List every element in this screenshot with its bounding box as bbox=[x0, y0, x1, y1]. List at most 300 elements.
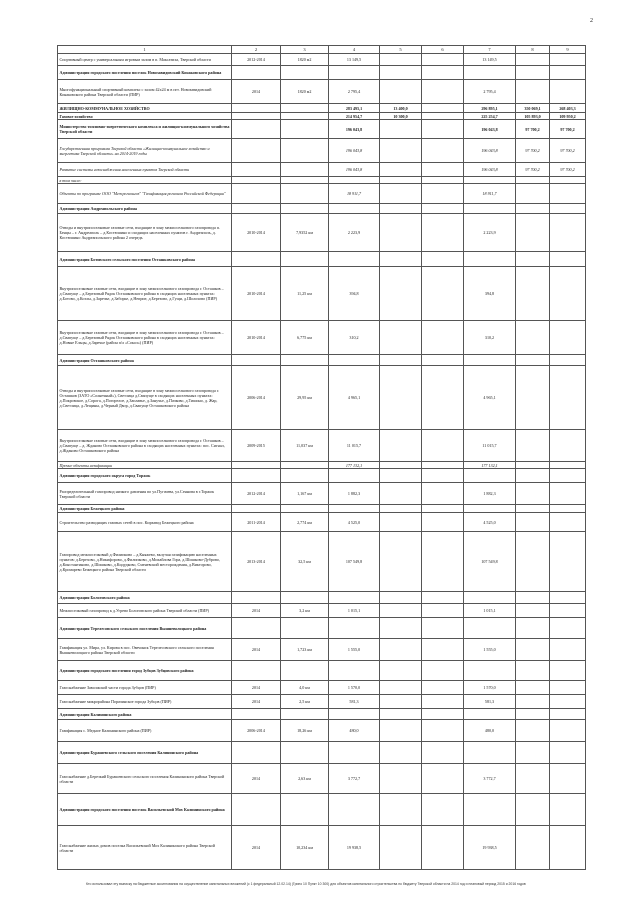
value-cell bbox=[329, 252, 380, 267]
value-cell bbox=[550, 321, 586, 355]
value-cell bbox=[232, 462, 281, 469]
table-row bbox=[58, 469, 586, 483]
column-number: 2 bbox=[232, 46, 281, 54]
value-cell bbox=[380, 204, 422, 214]
row-name-cell: Газовое хозяйство bbox=[58, 113, 232, 120]
value-cell bbox=[550, 661, 586, 681]
value-cell bbox=[516, 505, 550, 513]
value-cell bbox=[422, 139, 464, 163]
value-cell bbox=[550, 469, 586, 483]
value-cell bbox=[329, 661, 380, 681]
table-row bbox=[58, 139, 586, 163]
value-cell bbox=[550, 618, 586, 639]
value-cell bbox=[329, 177, 380, 184]
value-cell bbox=[422, 709, 464, 720]
value-cell bbox=[550, 720, 586, 742]
value-cell bbox=[516, 177, 550, 184]
value-cell: 2014 bbox=[232, 826, 281, 870]
column-number: 5 bbox=[380, 46, 422, 54]
value-cell: 196 043,8 bbox=[464, 120, 516, 139]
value-cell: 4 965,1 bbox=[329, 366, 380, 430]
value-cell bbox=[516, 794, 550, 826]
value-cell: 196 043,8 bbox=[464, 163, 516, 177]
row-name-cell: Администрация Ботовского сельского поселения Осташковского района bbox=[58, 252, 232, 267]
value-cell bbox=[281, 661, 329, 681]
value-cell bbox=[464, 618, 516, 639]
value-cell: 480,0 bbox=[329, 720, 380, 742]
value-cell bbox=[550, 177, 586, 184]
value-cell: 1,167 км bbox=[281, 483, 329, 505]
value-cell bbox=[516, 184, 550, 204]
value-cell bbox=[329, 469, 380, 483]
value-cell: 177 132,1 bbox=[464, 462, 516, 469]
table-row bbox=[58, 252, 586, 267]
value-cell bbox=[550, 695, 586, 709]
value-cell bbox=[550, 513, 586, 532]
value-cell: 3 772,7 bbox=[329, 764, 380, 794]
value-cell bbox=[422, 462, 464, 469]
value-cell bbox=[464, 66, 516, 80]
value-cell bbox=[516, 604, 550, 618]
value-cell bbox=[464, 505, 516, 513]
value-cell: 13 400,0 bbox=[380, 104, 422, 113]
value-cell bbox=[380, 513, 422, 532]
value-cell bbox=[380, 54, 422, 66]
value-cell bbox=[422, 469, 464, 483]
value-cell bbox=[232, 505, 281, 513]
value-cell: 1820 м2 bbox=[281, 80, 329, 104]
row-name-cell: Газификация ул. Мира, ул. Кирова в пос. Овечинск Терелесовского сельского поселения Вышневолоцкого района Тверской области bbox=[58, 639, 232, 661]
table-row bbox=[58, 430, 586, 462]
value-cell bbox=[516, 214, 550, 252]
value-cell: 350 069,1 bbox=[516, 104, 550, 113]
value-cell: 18 911,7 bbox=[329, 184, 380, 204]
column-number: 4 bbox=[329, 46, 380, 54]
table-row bbox=[58, 639, 586, 661]
value-cell bbox=[232, 469, 281, 483]
value-cell: 13 149,5 bbox=[329, 54, 380, 66]
value-cell bbox=[380, 604, 422, 618]
value-cell bbox=[380, 267, 422, 321]
value-cell bbox=[422, 177, 464, 184]
value-cell: 2,63 км bbox=[281, 764, 329, 794]
value-cell bbox=[516, 204, 550, 214]
column-number: 6 bbox=[422, 46, 464, 54]
value-cell bbox=[380, 177, 422, 184]
value-cell bbox=[232, 204, 281, 214]
table-row bbox=[58, 764, 586, 794]
value-cell: 4 525,0 bbox=[464, 513, 516, 532]
value-cell bbox=[232, 661, 281, 681]
row-name-cell: Администрация Бурашевского сельского поселения Калининского района bbox=[58, 742, 232, 764]
value-cell bbox=[516, 366, 550, 430]
value-cell bbox=[422, 430, 464, 462]
value-cell: 1 882,3 bbox=[464, 483, 516, 505]
value-cell bbox=[232, 252, 281, 267]
value-cell: 2009-2015 bbox=[232, 430, 281, 462]
value-cell: 310,2 bbox=[329, 321, 380, 355]
value-cell bbox=[464, 794, 516, 826]
value-cell: 177 132,1 bbox=[329, 462, 380, 469]
row-name-cell: Администрация Калининского района bbox=[58, 709, 232, 720]
row-name-cell: Газоснабжение микрорайона Порачинское города Зубцов (ПИР) bbox=[58, 695, 232, 709]
value-cell bbox=[380, 695, 422, 709]
value-cell bbox=[329, 742, 380, 764]
value-cell bbox=[550, 430, 586, 462]
value-cell: 394,8 bbox=[464, 267, 516, 321]
value-cell: 7,9352 км bbox=[281, 214, 329, 252]
value-cell: 107 549,8 bbox=[464, 532, 516, 592]
value-cell bbox=[516, 661, 550, 681]
value-cell bbox=[232, 163, 281, 177]
value-cell bbox=[516, 252, 550, 267]
value-cell bbox=[281, 184, 329, 204]
value-cell bbox=[464, 355, 516, 366]
value-cell bbox=[516, 355, 550, 366]
value-cell bbox=[550, 505, 586, 513]
value-cell bbox=[550, 709, 586, 720]
value-cell: 196 043,8 bbox=[464, 139, 516, 163]
value-cell bbox=[380, 163, 422, 177]
table-row bbox=[58, 184, 586, 204]
value-cell bbox=[422, 483, 464, 505]
table-row bbox=[58, 321, 586, 355]
table-row bbox=[58, 214, 586, 252]
value-cell bbox=[550, 54, 586, 66]
table-row bbox=[58, 794, 586, 826]
value-cell bbox=[516, 592, 550, 604]
table-row bbox=[58, 104, 586, 113]
value-cell: 2 795,4 bbox=[329, 80, 380, 104]
table-row bbox=[58, 618, 586, 639]
value-cell: 296 895,1 bbox=[464, 104, 516, 113]
row-name-cell: Администрация городского поселения поселок Новозавидовский Конаковского района bbox=[58, 66, 232, 80]
value-cell bbox=[422, 639, 464, 661]
value-cell bbox=[516, 742, 550, 764]
value-cell bbox=[329, 66, 380, 80]
value-cell: 6,775 км bbox=[281, 321, 329, 355]
value-cell bbox=[281, 204, 329, 214]
value-cell bbox=[281, 113, 329, 120]
value-cell bbox=[380, 826, 422, 870]
value-cell bbox=[422, 184, 464, 204]
table-row bbox=[58, 366, 586, 430]
value-cell: 4 525,0 bbox=[329, 513, 380, 532]
table-row bbox=[58, 113, 586, 120]
table-row bbox=[58, 532, 586, 592]
value-cell: 97 700,2 bbox=[516, 120, 550, 139]
value-cell bbox=[380, 80, 422, 104]
value-cell bbox=[281, 505, 329, 513]
value-cell bbox=[329, 618, 380, 639]
value-cell bbox=[380, 469, 422, 483]
value-cell bbox=[329, 794, 380, 826]
value-cell: 1 882,3 bbox=[329, 483, 380, 505]
value-cell: 3,2 км bbox=[281, 604, 329, 618]
value-cell bbox=[380, 742, 422, 764]
value-cell: 97 700,2 bbox=[550, 120, 586, 139]
value-cell bbox=[422, 163, 464, 177]
value-cell bbox=[550, 639, 586, 661]
value-cell: 1 555,0 bbox=[464, 639, 516, 661]
row-name-cell: Внутрипоселковые газовые сети, входящие в зону межпоселкового газопровода г. Осташков – д.Свапуще – д. Жданово Осташковского района в сходящих населенных пунктах: пос. Сигнал, д.Жданово Осташковского района bbox=[58, 430, 232, 462]
value-cell bbox=[281, 592, 329, 604]
value-cell: 10,234 км bbox=[281, 826, 329, 870]
value-cell bbox=[516, 532, 550, 592]
value-cell bbox=[516, 267, 550, 321]
value-cell bbox=[550, 184, 586, 204]
value-cell: 97 700,2 bbox=[550, 139, 586, 163]
value-cell bbox=[281, 177, 329, 184]
value-cell bbox=[232, 184, 281, 204]
value-cell bbox=[380, 639, 422, 661]
value-cell: 2,5 км bbox=[281, 695, 329, 709]
value-cell bbox=[422, 764, 464, 794]
value-cell: 196 043,8 bbox=[329, 139, 380, 163]
row-name-cell: Строительство разводящих газовых сетей в пос. Кирзавод Бежецкого района bbox=[58, 513, 232, 532]
value-cell bbox=[380, 252, 422, 267]
row-name-cell: Администрация Осташковского района bbox=[58, 355, 232, 366]
value-cell bbox=[232, 113, 281, 120]
value-cell: 32,5 км bbox=[281, 532, 329, 592]
value-cell: 2014 bbox=[232, 681, 281, 695]
value-cell: 2014 bbox=[232, 639, 281, 661]
value-cell: 1 570,0 bbox=[464, 681, 516, 695]
value-cell: 107 549,8 bbox=[329, 532, 380, 592]
table-row bbox=[58, 120, 586, 139]
column-number: 7 bbox=[464, 46, 516, 54]
value-cell bbox=[550, 604, 586, 618]
value-cell bbox=[422, 120, 464, 139]
value-cell bbox=[380, 532, 422, 592]
value-cell bbox=[516, 54, 550, 66]
value-cell bbox=[232, 709, 281, 720]
value-cell bbox=[232, 104, 281, 113]
value-cell bbox=[281, 66, 329, 80]
row-name-cell: Администрация городского поселения город Зубцов Зубцовского района bbox=[58, 661, 232, 681]
table-row bbox=[58, 66, 586, 80]
table-row bbox=[58, 505, 586, 513]
value-cell bbox=[550, 794, 586, 826]
value-cell bbox=[232, 592, 281, 604]
value-cell: 2013-2014 bbox=[232, 532, 281, 592]
column-number: 1 bbox=[58, 46, 232, 54]
table-row bbox=[58, 709, 586, 720]
value-cell: 310,2 bbox=[464, 321, 516, 355]
value-cell bbox=[550, 462, 586, 469]
value-cell bbox=[422, 66, 464, 80]
value-cell bbox=[281, 469, 329, 483]
value-cell: 268 403,3 bbox=[550, 104, 586, 113]
value-cell bbox=[464, 709, 516, 720]
value-cell bbox=[422, 592, 464, 604]
value-cell: 1 570,0 bbox=[329, 681, 380, 695]
value-cell bbox=[550, 826, 586, 870]
value-cell bbox=[550, 204, 586, 214]
column-number: 3 bbox=[281, 46, 329, 54]
value-cell: 2010-2014 bbox=[232, 214, 281, 252]
value-cell bbox=[422, 321, 464, 355]
value-cell bbox=[422, 204, 464, 214]
table-row bbox=[58, 592, 586, 604]
value-cell: 1,723 км bbox=[281, 639, 329, 661]
value-cell: 196 043,8 bbox=[329, 120, 380, 139]
value-cell bbox=[516, 826, 550, 870]
table-row bbox=[58, 267, 586, 321]
row-name-cell: Газоснабжение д.Березкий Бурашевского сельского поселения Калининского района Тверской области bbox=[58, 764, 232, 794]
value-cell bbox=[422, 681, 464, 695]
value-cell: 4 965,1 bbox=[464, 366, 516, 430]
value-cell bbox=[422, 695, 464, 709]
value-cell bbox=[422, 720, 464, 742]
row-name-cell: Прочие объекты газификации bbox=[58, 462, 232, 469]
value-cell bbox=[380, 355, 422, 366]
table-row bbox=[58, 720, 586, 742]
value-cell bbox=[232, 66, 281, 80]
value-cell: 11 015,7 bbox=[464, 430, 516, 462]
value-cell bbox=[516, 462, 550, 469]
value-cell bbox=[380, 214, 422, 252]
value-cell bbox=[281, 355, 329, 366]
row-name-cell: Отводы и внутрипоселковые газовые сети, входящие в зону межпоселкового газопровода г. Осташков (ЗАТО «Солнечный»), Светлица д.Свапуще в сходящих населенных пунктах: д.Покровское, д.Сорога, д.Погорелое, д.Заплавье, д.Занучье, д.Пачково, д.Тишино, д. Жар, д.Светлица, д.Лещины, д.Черный Двор, д.Свапуще Осташковского района bbox=[58, 366, 232, 430]
value-cell bbox=[550, 355, 586, 366]
value-cell bbox=[422, 505, 464, 513]
value-cell bbox=[422, 267, 464, 321]
table-row bbox=[58, 54, 586, 66]
value-cell bbox=[380, 462, 422, 469]
value-cell bbox=[464, 469, 516, 483]
value-cell bbox=[329, 355, 380, 366]
value-cell: 19 938,5 bbox=[464, 826, 516, 870]
value-cell bbox=[550, 214, 586, 252]
row-name-cell: Спортивный центр с универсальным игровым залом в п. Максатиха, Тверской области bbox=[58, 54, 232, 66]
value-cell bbox=[464, 661, 516, 681]
value-cell bbox=[281, 163, 329, 177]
value-cell: 11 015,7 bbox=[329, 430, 380, 462]
value-cell bbox=[516, 764, 550, 794]
value-cell: 283 495,1 bbox=[329, 104, 380, 113]
value-cell bbox=[422, 54, 464, 66]
table-row bbox=[58, 826, 586, 870]
page-number: 2 bbox=[590, 18, 593, 24]
value-cell bbox=[516, 321, 550, 355]
row-name-cell: Распределительный газопровод низкого давления по ул.Пугачева, ул.Сеннова в г.Торжок Тверской области bbox=[58, 483, 232, 505]
value-cell: 11,037 км bbox=[281, 430, 329, 462]
value-cell bbox=[380, 505, 422, 513]
row-name-cell: Администрация Терелесовского сельского поселения Вышневолоцкого района bbox=[58, 618, 232, 639]
value-cell bbox=[422, 618, 464, 639]
value-cell bbox=[281, 462, 329, 469]
value-cell bbox=[550, 764, 586, 794]
value-cell: 2014 bbox=[232, 80, 281, 104]
value-cell: 2010-2014 bbox=[232, 321, 281, 355]
table-row bbox=[58, 483, 586, 505]
value-cell bbox=[422, 113, 464, 120]
table-row bbox=[58, 513, 586, 532]
value-cell bbox=[232, 120, 281, 139]
value-cell bbox=[281, 139, 329, 163]
value-cell bbox=[550, 483, 586, 505]
value-cell bbox=[281, 709, 329, 720]
value-cell: 97 700,2 bbox=[516, 163, 550, 177]
value-cell: 2014 bbox=[232, 764, 281, 794]
value-cell bbox=[422, 355, 464, 366]
value-cell: 2006-2014 bbox=[232, 720, 281, 742]
value-cell: 105 893,0 bbox=[516, 113, 550, 120]
footer-note: Кто использовал эту выписку на бюджетные ассигнования на осуществление капитальных вложений (с 1 федеральный 12.02.14) (Грино 10 Пункт 10 300) для объектов капитального строительства по бюджету Тверской области на 2014 год и плановый период 2015 и 2016 годов bbox=[86, 882, 526, 886]
value-cell bbox=[281, 742, 329, 764]
value-cell bbox=[380, 681, 422, 695]
value-cell: 2 223,9 bbox=[464, 214, 516, 252]
value-cell: 11,25 км bbox=[281, 267, 329, 321]
value-cell bbox=[422, 826, 464, 870]
value-cell: 480,0 bbox=[464, 720, 516, 742]
value-cell bbox=[380, 709, 422, 720]
value-cell: 97 700,2 bbox=[550, 163, 586, 177]
table-row bbox=[58, 742, 586, 764]
value-cell bbox=[516, 695, 550, 709]
row-name-cell: Развитие системы газоснабжения населенных пунктов Тверской области bbox=[58, 163, 232, 177]
value-cell bbox=[380, 794, 422, 826]
value-cell: 1 015,1 bbox=[329, 604, 380, 618]
value-cell: 394,8 bbox=[329, 267, 380, 321]
table-row bbox=[58, 163, 586, 177]
value-cell bbox=[464, 592, 516, 604]
value-cell bbox=[232, 177, 281, 184]
value-cell bbox=[380, 764, 422, 794]
table-row bbox=[58, 355, 586, 366]
value-cell bbox=[550, 681, 586, 695]
value-cell bbox=[380, 618, 422, 639]
value-cell bbox=[550, 532, 586, 592]
row-name-cell: Газоснабжение жилых домов поселка Васильевский Мох Калининского района Тверской области bbox=[58, 826, 232, 870]
value-cell bbox=[464, 252, 516, 267]
value-cell bbox=[281, 120, 329, 139]
row-name-cell: Внутрипоселковые газовые сети, входящие в зону межпоселкового газопровода г. Осташков – д.Свапуще – д.Березовый Рядок Осташковского района в сходящих населенных пунктах: д.Новые Ельцы, д.Заречье (район п/л «Сокол») (ПИР) bbox=[58, 321, 232, 355]
value-cell: 196 043,8 bbox=[329, 163, 380, 177]
value-cell bbox=[422, 661, 464, 681]
row-name-cell: Газоснабжение Заволжской части города Зубцов (ПИР) bbox=[58, 681, 232, 695]
value-cell bbox=[380, 321, 422, 355]
value-cell bbox=[281, 618, 329, 639]
row-name-cell: Администрация городского поселения поселок Васильевский Мох Калининского района bbox=[58, 794, 232, 826]
value-cell bbox=[281, 104, 329, 113]
value-cell bbox=[422, 366, 464, 430]
row-name-cell: Газопровод межпоселковый д.Филипково – д.Княжево, вклучая газификацию населенных пунктов: д.Березово, д.Никифорово, д.Филипково, д.Михайлова Гора, д.Шишково-Дуброво, д.Константиново, д.Шишково, д.Кидудково, Сменевский месторождения, д.Викторово, д.Кромарево Бежецкого района Тверской области bbox=[58, 532, 232, 592]
value-cell: 2014 bbox=[232, 604, 281, 618]
value-cell bbox=[380, 184, 422, 204]
value-cell: 581,3 bbox=[329, 695, 380, 709]
value-cell bbox=[422, 742, 464, 764]
value-cell: 1 555,0 bbox=[329, 639, 380, 661]
value-cell bbox=[550, 66, 586, 80]
value-cell bbox=[464, 177, 516, 184]
value-cell: 2014 bbox=[232, 695, 281, 709]
value-cell bbox=[329, 505, 380, 513]
value-cell bbox=[516, 618, 550, 639]
row-name-cell: Объекты по программе ООО "Межрегионгаз" "Газификация регионов Российской Федерации" bbox=[58, 184, 232, 204]
value-cell bbox=[380, 66, 422, 80]
value-cell bbox=[550, 366, 586, 430]
value-cell bbox=[380, 120, 422, 139]
row-name-cell: Администрация городского округа город Торжок bbox=[58, 469, 232, 483]
row-name-cell: Администрация Бежецкого района bbox=[58, 505, 232, 513]
value-cell: 10 300,0 bbox=[380, 113, 422, 120]
value-cell bbox=[516, 709, 550, 720]
value-cell bbox=[380, 430, 422, 462]
value-cell bbox=[329, 204, 380, 214]
table-row bbox=[58, 695, 586, 709]
